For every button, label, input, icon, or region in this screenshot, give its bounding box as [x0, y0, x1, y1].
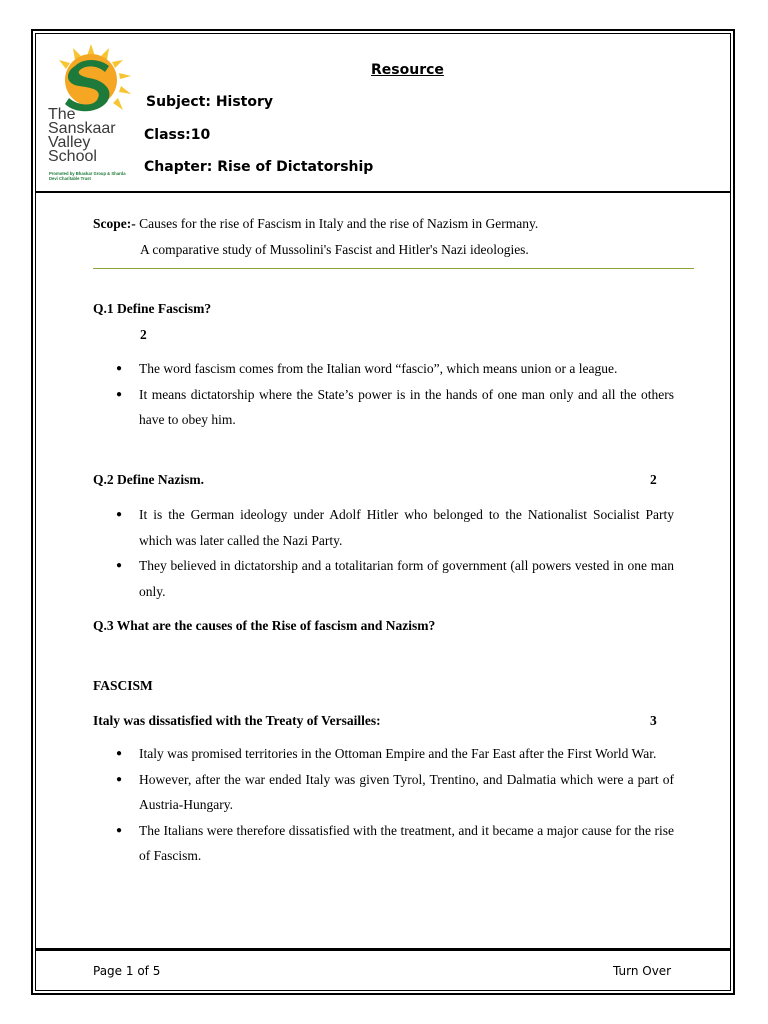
fascism-heading: FASCISM: [93, 678, 153, 693]
versailles-subheading: Italy was dissatisfied with the Treaty of Versailles:: [93, 713, 381, 728]
school-name-line: School: [48, 148, 97, 165]
q2-answer-list: [110, 502, 674, 604]
q1-marks: 2: [140, 327, 147, 342]
school-name: [48, 108, 116, 164]
q1-heading: Q.1 Define Fascism?: [93, 301, 212, 316]
bullet-icon: ●: [116, 509, 123, 520]
list-item: ● The word fascism comes from the Italian word “fascio”, which means union or a league.: [110, 356, 674, 382]
q3-answer-list: [110, 741, 674, 869]
bullet-icon: ●: [116, 748, 123, 759]
list-item: ● Italy was promised territories in the Ottoman Empire and the Far East after the First World War.: [110, 741, 674, 767]
school-name-line: The: [48, 106, 76, 123]
q3-marks: 3: [650, 713, 657, 728]
bullet-icon: ●: [116, 560, 123, 571]
bullet-icon: ●: [116, 824, 123, 836]
list-item: ● It is the German ideology under Adolf Hitler who belonged to the Nationalist Socialist Party which was later called the Nazi Party.: [110, 502, 674, 553]
scope-divider: [93, 268, 694, 269]
scope-label: Scope:-: [93, 216, 136, 231]
subject-label: Subject: History: [146, 94, 274, 110]
school-name-line: Valley: [48, 134, 91, 151]
q2-heading: Q.2 Define Nazism.: [93, 472, 204, 487]
scope-line-1: [93, 216, 538, 232]
resource-title: Resource: [371, 62, 444, 78]
list-item: ● They believed in dictatorship and a totalitarian form of government (all powers vested in one man only.: [110, 553, 674, 604]
class-label: Class:10: [144, 127, 211, 143]
chapter-label: Chapter: Rise of Dictatorship: [144, 159, 374, 175]
school-name-line: Sanskaar: [48, 120, 116, 137]
list-item: ● The Italians were therefore dissatisfied with the treatment, and it became a major cause for the rise of Fascism.: [110, 818, 674, 869]
scope-text-2: A comparative study of Mussolini's Fascist and Hitler's Nazi ideologies.: [140, 242, 529, 257]
bullet-icon: ●: [116, 773, 123, 785]
header-divider: [35, 191, 731, 193]
footer-divider: [35, 948, 731, 951]
bullet-icon: ●: [116, 363, 123, 374]
q3-heading: Q.3 What are the causes of the Rise of fascism and Nazism?: [93, 618, 436, 633]
q1-answer-list: [110, 356, 674, 433]
q2-marks: 2: [650, 472, 657, 487]
list-item: ● However, after the war ended Italy was given Tyrol, Trentino, and Dalmatia which were a part of Austria-Hungary.: [110, 767, 674, 818]
bullet-icon: ●: [116, 388, 123, 400]
page-number: Page 1 of 5: [93, 964, 161, 978]
scope-text-1: Causes for the rise of Fascism in Italy and the rise of Nazism in Germany.: [139, 216, 539, 231]
list-item: ● It means dictatorship where the State’s power is in the hands of one man only and all the others have to obey him.: [110, 382, 674, 433]
turn-over-label: Turn Over: [613, 964, 672, 978]
school-tagline: Promoted by Bhaskar Group & Sharda Devi Charitable Trust: [49, 171, 126, 181]
